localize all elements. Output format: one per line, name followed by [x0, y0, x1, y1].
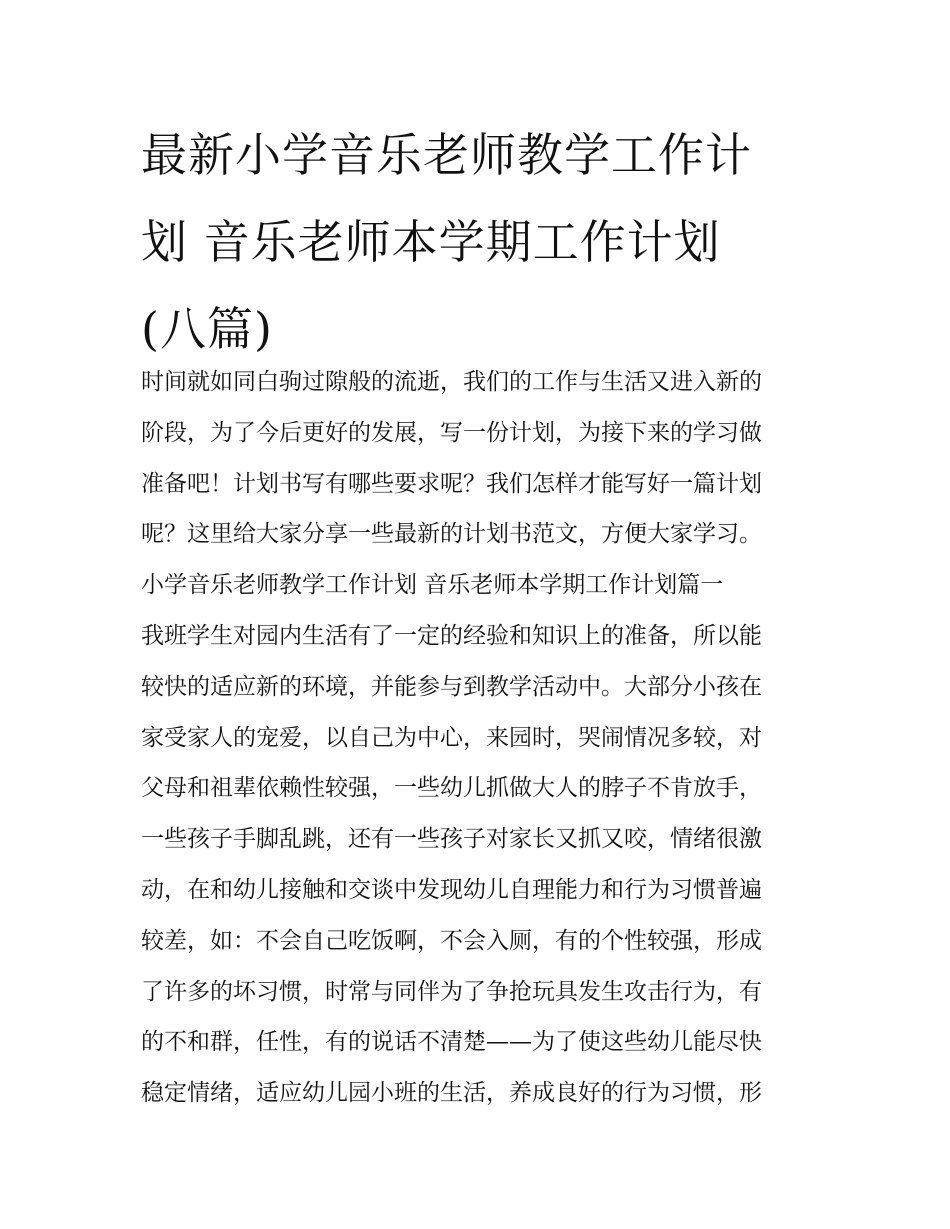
body-line: 稳定情绪，适应幼儿园小班的生活，养成良好的行为习惯，形: [141, 1080, 762, 1107]
section-heading: 小学音乐老师教学工作计划 音乐老师本学期工作计划篇一: [141, 572, 724, 599]
body-line: 较快的适应新的环境，并能参与到教学活动中。大部分小孩在: [141, 673, 762, 700]
body-line: 时间就如同白驹过隙般的流逝，我们的工作与生活又进入新的: [141, 369, 762, 395]
title-line: (八篇): [141, 302, 273, 356]
body-line: 的不和群，任性，有的说话不清楚——为了使这些幼儿能尽快: [141, 1029, 762, 1056]
body-line: 动，在和幼儿接触和交谈中发现幼儿自理能力和行为习惯普遍: [141, 876, 762, 903]
body-line: 阶段，为了今后更好的发展，写一份计划，为接下来的学习做: [141, 419, 762, 446]
body-line: 家受家人的宠爱，以自己为中心，来园时，哭闹情况多较，对: [141, 724, 762, 751]
body-line: 了许多的坏习惯，时常与同伴为了争抢玩具发生攻击行为，有: [141, 978, 762, 1005]
body-line: 呢？这里给大家分享一些最新的计划书范文，方便大家学习。: [141, 521, 762, 548]
title-line: 划 音乐老师本学期工作计划: [141, 215, 721, 269]
body-line: 较差，如：不会自己吃饭啊，不会入厕，有的个性较强，形成: [141, 927, 762, 954]
document-body: [141, 357, 821, 1119]
body-line: 父母和祖辈依赖性较强，一些幼儿抓做大人的脖子不肯放手，: [141, 775, 762, 802]
title-line: 最新小学音乐老师教学工作计: [141, 128, 752, 182]
body-line: 一些孩子手脚乱跳，还有一些孩子对家长又抓又咬，情绪很激: [141, 826, 762, 853]
body-line: 准备吧！计划书写有哪些要求呢？我们怎样才能写好一篇计划: [141, 470, 762, 497]
document-title: [141, 112, 821, 373]
body-line: 我班学生对园内生活有了一定的经验和知识上的准备，所以能: [141, 622, 762, 649]
